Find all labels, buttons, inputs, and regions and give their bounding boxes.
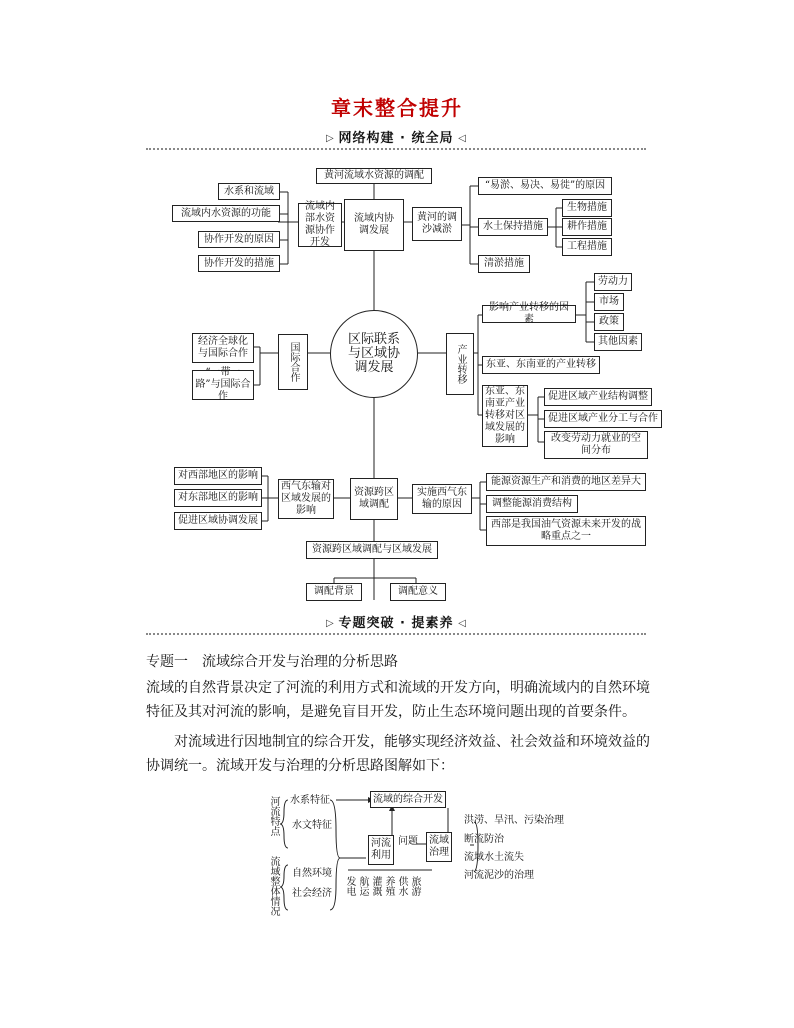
intl-item-1: “一带一路”与国际合作 <box>192 370 254 400</box>
use-5: 旅游 <box>409 876 420 896</box>
soil-water-box: 水土保持措施 <box>478 218 548 236</box>
banner-label: 专题突破 · 提素养 <box>338 616 454 631</box>
basin-node: 流域内协调发展 <box>344 199 404 251</box>
river-use-box: 河流利用 <box>368 835 394 865</box>
factor-1: 市场 <box>594 293 624 311</box>
arrow-right-icon: ▷ <box>326 618 334 629</box>
arrow-right-icon: ▷ <box>326 133 334 144</box>
gas-impact-2: 促进区域协调发展 <box>174 512 262 530</box>
governance-box: 流域治理 <box>426 832 452 862</box>
gas-reason-0: 能源资源生产和消费的地区差异大 <box>486 473 646 491</box>
factor-3: 其他因素 <box>594 333 642 351</box>
feature-1: 水文特征 <box>292 820 332 831</box>
river-features-label: 河流特点 <box>268 796 279 836</box>
left-item-1: 流域内水资源的功能 <box>172 205 280 222</box>
gov-item-2: 流域水土流失 <box>464 852 524 863</box>
use-1: 航运 <box>357 876 368 896</box>
dredge-box: 清淤措施 <box>478 255 530 273</box>
bottom-item-1: 调配意义 <box>390 583 446 601</box>
gov-item-1: 断流防治 <box>464 834 504 845</box>
gov-item-3: 河流泥沙的治理 <box>464 870 534 881</box>
arrow-left-icon: ◁ <box>458 133 466 144</box>
soil-measure-0: 生物措施 <box>562 199 612 217</box>
gas-impact-1: 对东部地区的影响 <box>174 489 262 507</box>
gov-item-0: 洪涝、旱汛、污染治理 <box>464 815 564 826</box>
soil-measure-1: 耕作措施 <box>562 218 612 236</box>
topic-heading: 专题一 流域综合开发与治理的分析思路 <box>146 654 398 670</box>
impact-1: 促进区域产业分工与合作 <box>544 410 662 428</box>
overall-1: 社会经济 <box>292 888 332 899</box>
left-item-3: 协作开发的措施 <box>198 255 280 272</box>
overall-0: 自然环境 <box>292 868 332 879</box>
top-title-box: 黄河流域水资源的调配 <box>316 168 432 184</box>
east-asia-impact-box: 东亚、东南亚产业转移对区域发展的影响 <box>482 385 528 447</box>
industry-factors-box: 影响产业转移的因素 <box>482 305 576 323</box>
use-2: 灌溉 <box>370 876 381 896</box>
intl-box: 国际合作 <box>278 334 308 390</box>
center-circle: 区际联系与区域协调发展 <box>330 310 418 398</box>
east-asia-box: 东亚、东南亚的产业转移 <box>482 356 600 374</box>
basin-overall-label: 流域整体情况 <box>268 856 279 916</box>
intl-item-0: 经济全球化与国际合作 <box>192 333 254 363</box>
topic-paragraph-1: 流域的自然背景决定了河流的利用方式和流域的开发方向，明确流域内的自然环境特征及其对河流的影响，是避免盲目开发，防止生态环境问题出现的首要条件。 <box>146 680 650 720</box>
factor-0: 劳动力 <box>594 273 632 291</box>
silt-reason-box: “易淤、易决、易徙”的原因 <box>478 177 612 195</box>
basin-internal-box: 流域内部水资源协作开发 <box>298 203 342 247</box>
topic-paragraph-2: 对流域进行因地制宜的综合开发，能够实现经济效益、社会效益和环境效益的协调统一。流域开发与治理的分析思路图解如下： <box>146 734 650 774</box>
chapter-title: 章末整合提升 <box>331 96 463 120</box>
use-3: 养殖 <box>383 876 394 896</box>
resource-box: 资源跨区域调配 <box>350 478 398 520</box>
gas-impact-0: 对西部地区的影响 <box>174 467 262 485</box>
gas-reason-1: 调整能源消费结构 <box>486 495 578 513</box>
problem-label: 问题 <box>398 836 418 847</box>
yellow-river-box: 黄河的调沙减淤 <box>412 207 462 241</box>
left-item-2: 协作开发的原因 <box>198 231 280 248</box>
use-4: 供水 <box>396 876 407 896</box>
factor-2: 政策 <box>594 313 624 331</box>
gas-reason-2: 西部是我国油气资源未来开发的战略重点之一 <box>486 516 646 546</box>
impact-2: 改变劳动力就业的空间分布 <box>544 431 648 459</box>
use-0: 发电 <box>344 876 355 896</box>
arrow-left-icon: ◁ <box>458 618 466 629</box>
gas-reason-box: 实施西气东输的原因 <box>412 484 472 514</box>
west-east-gas-box: 西气东输对区域发展的影响 <box>278 479 334 519</box>
impact-0: 促进区域产业结构调整 <box>544 388 652 406</box>
banner-label: 网络构建 · 统全局 <box>338 131 454 146</box>
industry-box: 产业转移 <box>446 333 474 395</box>
comprehensive-box: 流域的综合开发 <box>370 791 446 808</box>
bottom-item-0: 调配背景 <box>306 583 362 601</box>
bottom-title-box: 资源跨区域调配与区域发展 <box>306 541 438 559</box>
soil-measure-2: 工程措施 <box>562 238 612 256</box>
left-item-0: 水系和流域 <box>218 183 280 200</box>
feature-0: 水系特征 <box>290 795 330 806</box>
